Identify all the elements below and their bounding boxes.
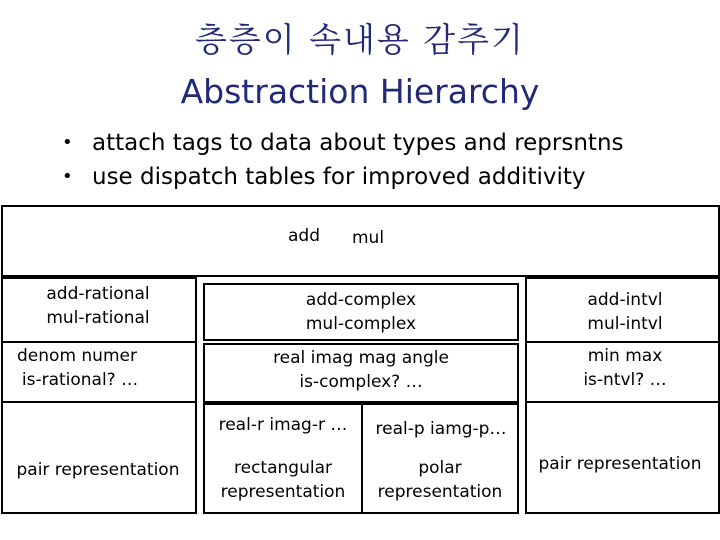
interval-divider-1: [525, 341, 720, 343]
rectangular-label-1: rectangular: [234, 458, 332, 478]
rational-selectors-2: is-rational? …: [21, 370, 139, 390]
complex-selectors-1: real imag mag angle: [273, 348, 449, 368]
bullet-text: attach tags to data about types and reprsntns: [92, 130, 624, 156]
complex-selectors-2: is-complex? …: [299, 372, 423, 392]
bullet-text: use dispatch tables for improved additivity: [92, 164, 586, 190]
rational-ops-2: mul-rational: [46, 308, 150, 328]
polar-selectors: real-p iamg-p…: [375, 419, 507, 439]
interval-selectors-1: min max: [587, 346, 663, 366]
bullet-icon: •: [62, 166, 73, 187]
add-label: add: [288, 226, 320, 246]
rational-divider-1: [1, 341, 197, 343]
rational-selectors-1: denom numer: [17, 346, 137, 366]
title-english: Abstraction Hierarchy: [180, 72, 540, 111]
mul-label: mul: [352, 228, 385, 248]
rectangular-label-2: representation: [220, 482, 346, 502]
title-korean: 층층이 속내용 감추기: [195, 20, 525, 59]
polar-label-1: polar: [418, 458, 462, 478]
rational-ops-1: add-rational: [46, 284, 150, 304]
bullet-item: [62, 126, 624, 160]
interval-selectors-2: is-ntvl? …: [583, 370, 667, 390]
bullet-item: [62, 160, 624, 194]
complex-ops-2: mul-complex: [305, 314, 417, 334]
interval-representation: pair representation: [538, 454, 702, 474]
bullet-icon: •: [62, 132, 73, 153]
interval-divider-2: [525, 401, 720, 403]
bullet-list: [62, 126, 624, 194]
interval-ops-2: mul-intvl: [587, 314, 663, 334]
complex-ops-1: add-complex: [305, 290, 417, 310]
rectangular-selectors: real-r imag-r …: [218, 415, 348, 435]
interval-ops-1: add-intvl: [587, 290, 663, 310]
rational-divider-2: [1, 401, 197, 403]
polar-label-2: representation: [377, 482, 503, 502]
rational-representation: pair representation: [16, 460, 180, 480]
